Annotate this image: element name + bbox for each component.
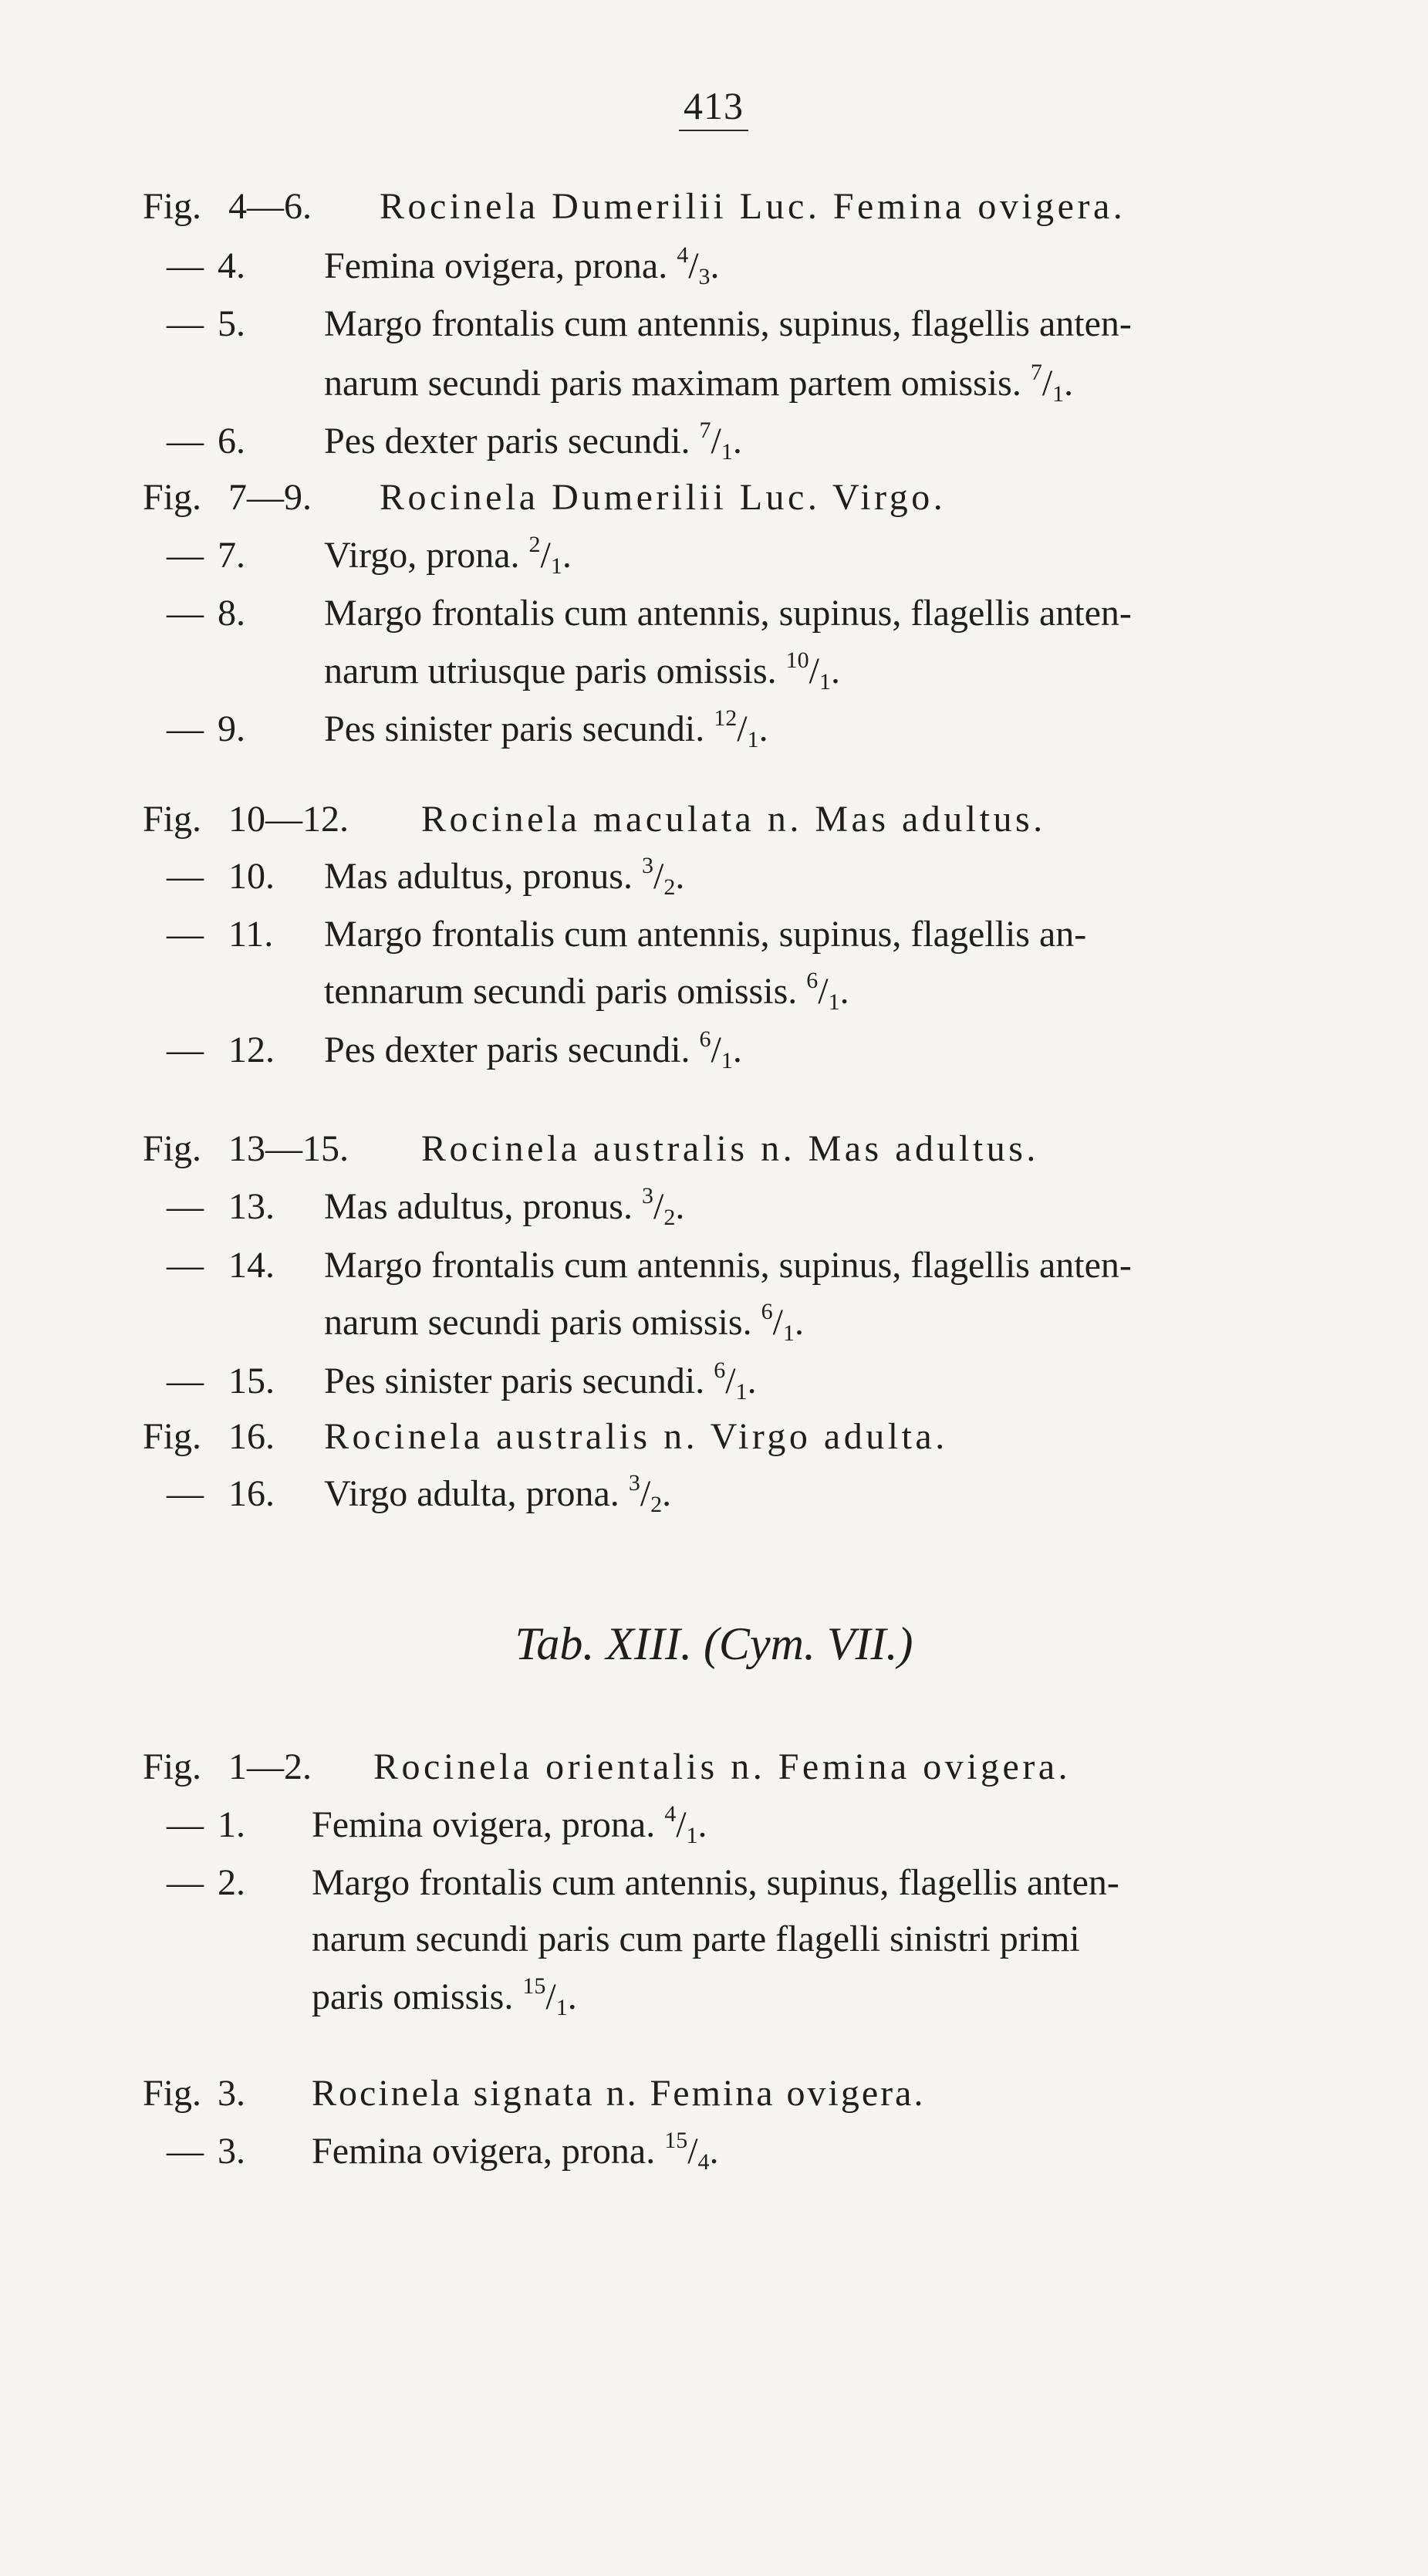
species-heading: Rocinela australis n. Virgo adulta. [324,1416,948,1457]
fig-number: 8. [218,593,245,634]
fig-label: Fig. [143,2073,202,2114]
scale-numerator: 4 [677,242,689,268]
caption-text: narum utriusque paris omissis. $^{10}/_1$. [324,647,840,695]
scale-denominator: 1 [686,1823,698,1848]
scale-numerator: 3 [628,1470,640,1496]
scale-numerator: 6 [699,1026,711,1052]
scale-denominator: 1 [819,669,831,695]
caption-text: Mas adultus, pronus. $^3/_2$. [324,1183,685,1230]
caption-text: Mas adultus, pronus. $^3/_2$. [324,853,685,900]
fig-label: Fig. [143,186,202,227]
caption-text: Femina ovigera, prona. $^4/_1$. [312,1801,707,1848]
dash-mark: — [167,535,204,576]
dash-mark: — [167,593,204,634]
fig-number: 5. [218,303,245,344]
scale-numerator: 15 [664,2128,688,2153]
scale-numerator: 10 [785,647,809,673]
scale-numerator: 15 [522,1973,546,1999]
fig-number: 7. [218,535,245,576]
fig-number: 10. [228,856,275,897]
scale-numerator: 3 [641,853,653,878]
caption-text: narum secundi paris cum parte flagelli sinistri primi [312,1918,1080,1959]
scale-numerator: 7 [699,418,711,443]
fig-number: 3. [218,2073,245,2114]
fig-number: 1—2. [228,1746,312,1787]
caption-text: Virgo, prona. $^2/_1$. [324,532,572,579]
dash-mark: — [167,421,204,461]
scale-denominator: 4 [697,2149,710,2175]
scale-numerator: 6 [714,1357,726,1383]
scale-numerator: 6 [761,1299,773,1324]
species-heading: Rocinela Dumerilii Luc. Femina ovigera. [380,186,1126,227]
dash-mark: — [167,914,204,955]
fig-number: 13—15. [228,1128,349,1169]
fig-number: 6. [218,421,245,461]
caption-text: Pes dexter paris secundi. $^7/_1$. [324,418,742,465]
scale-numerator: 2 [528,532,541,557]
species-heading: Rocinela maculata n. Mas adultus. [421,799,1046,840]
scale-denominator: 1 [550,553,562,579]
scale-numerator: 3 [641,1183,653,1209]
caption-text: Pes sinister paris secundi. $^{12}/_1$. [324,705,768,752]
caption-text: Margo frontalis cum antennis, supinus, flagellis anten- [324,593,1132,634]
caption-text: Margo frontalis cum antennis, supinus, flagellis an- [324,914,1087,955]
fig-number: 10—12. [228,799,349,840]
dash-mark: — [167,1245,204,1286]
scale-denominator: 3 [698,264,711,289]
species-heading: Rocinela australis n. Mas adultus. [421,1128,1039,1169]
dash-mark: — [167,1029,204,1070]
fig-number: 12. [228,1029,275,1070]
fig-label: Fig. [143,799,202,840]
fig-number: 11. [228,914,274,955]
fig-label: Fig. [143,477,202,518]
species-heading: Rocinela Dumerilii Luc. Virgo. [380,477,947,518]
scale-denominator: 1 [782,1320,795,1346]
scale-numerator: 4 [664,1801,677,1827]
scale-denominator: 2 [650,1492,663,1517]
fig-number: 3. [218,2131,245,2172]
scale-denominator: 2 [663,1205,676,1230]
scale-numerator: 12 [714,705,738,731]
dash-mark: — [167,2131,204,2172]
dash-mark: — [167,1186,204,1227]
plate-heading: Tab. XIII. (Cym. VII.) [515,1618,913,1669]
dash-mark: — [167,303,204,344]
caption-text: narum secundi paris omissis. $^6/_1$. [324,1299,804,1346]
scale-denominator: 1 [747,727,759,752]
scale-denominator: 1 [721,439,733,465]
caption-text: Virgo adulta, prona. $^3/_2$. [324,1470,672,1517]
caption-text: paris omissis. $^{15}/_1$. [312,1973,577,2020]
fig-number: 2. [218,1862,245,1903]
caption-text: Pes dexter paris secundi. $^6/_1$. [324,1026,742,1073]
caption-text: Margo frontalis cum antennis, supinus, flagellis anten- [324,303,1132,344]
caption-text: Femina ovigera, prona. $^4/_3$. [324,242,720,289]
dash-mark: — [167,1361,204,1401]
dash-mark: — [167,856,204,897]
scale-denominator: 1 [555,1995,568,2020]
dash-mark: — [167,245,204,286]
dash-mark: — [167,1804,204,1845]
fig-number: 4. [218,245,245,286]
scale-numerator: 7 [1030,360,1042,385]
caption-text: Margo frontalis cum antennis, supinus, flagellis anten- [312,1862,1119,1903]
scale-denominator: 1 [735,1379,748,1405]
dash-mark: — [167,1862,204,1903]
fig-number: 16. [228,1473,275,1514]
dash-mark: — [167,708,204,749]
fig-number: 13. [228,1186,275,1227]
caption-text: tennarum secundi paris omissis. $^6/_1$. [324,968,849,1015]
scale-denominator: 1 [828,989,840,1015]
fig-label: Fig. [143,1416,202,1457]
scale-numerator: 6 [806,968,819,993]
caption-text: Margo frontalis cum antennis, supinus, flagellis anten- [324,1245,1132,1286]
fig-number: 9. [218,708,245,749]
caption-text: Pes sinister paris secundi. $^6/_1$. [324,1357,757,1405]
scale-denominator: 1 [721,1048,733,1073]
fig-number: 14. [228,1245,275,1286]
fig-number: 7—9. [228,477,312,518]
fig-number: 16. [228,1416,275,1457]
fig-label: Fig. [143,1128,202,1169]
fig-number: 1. [218,1804,245,1845]
caption-text: narum secundi paris maximam partem omissis. $^7/_1$. [324,360,1074,407]
species-heading: Rocinela orientalis n. Femina ovigera. [373,1746,1072,1787]
scale-denominator: 2 [663,874,676,900]
dash-mark: — [167,1473,204,1514]
species-heading: Rocinela signata n. Femina ovigera. [312,2073,926,2114]
fig-number: 15. [228,1361,275,1401]
scale-denominator: 1 [1052,381,1065,407]
caption-text: Femina ovigera, prona. $^{15}/_4$. [312,2128,719,2175]
fig-label: Fig. [143,1746,202,1787]
page-number: 413 [679,83,748,131]
fig-number: 4—6. [228,186,312,227]
